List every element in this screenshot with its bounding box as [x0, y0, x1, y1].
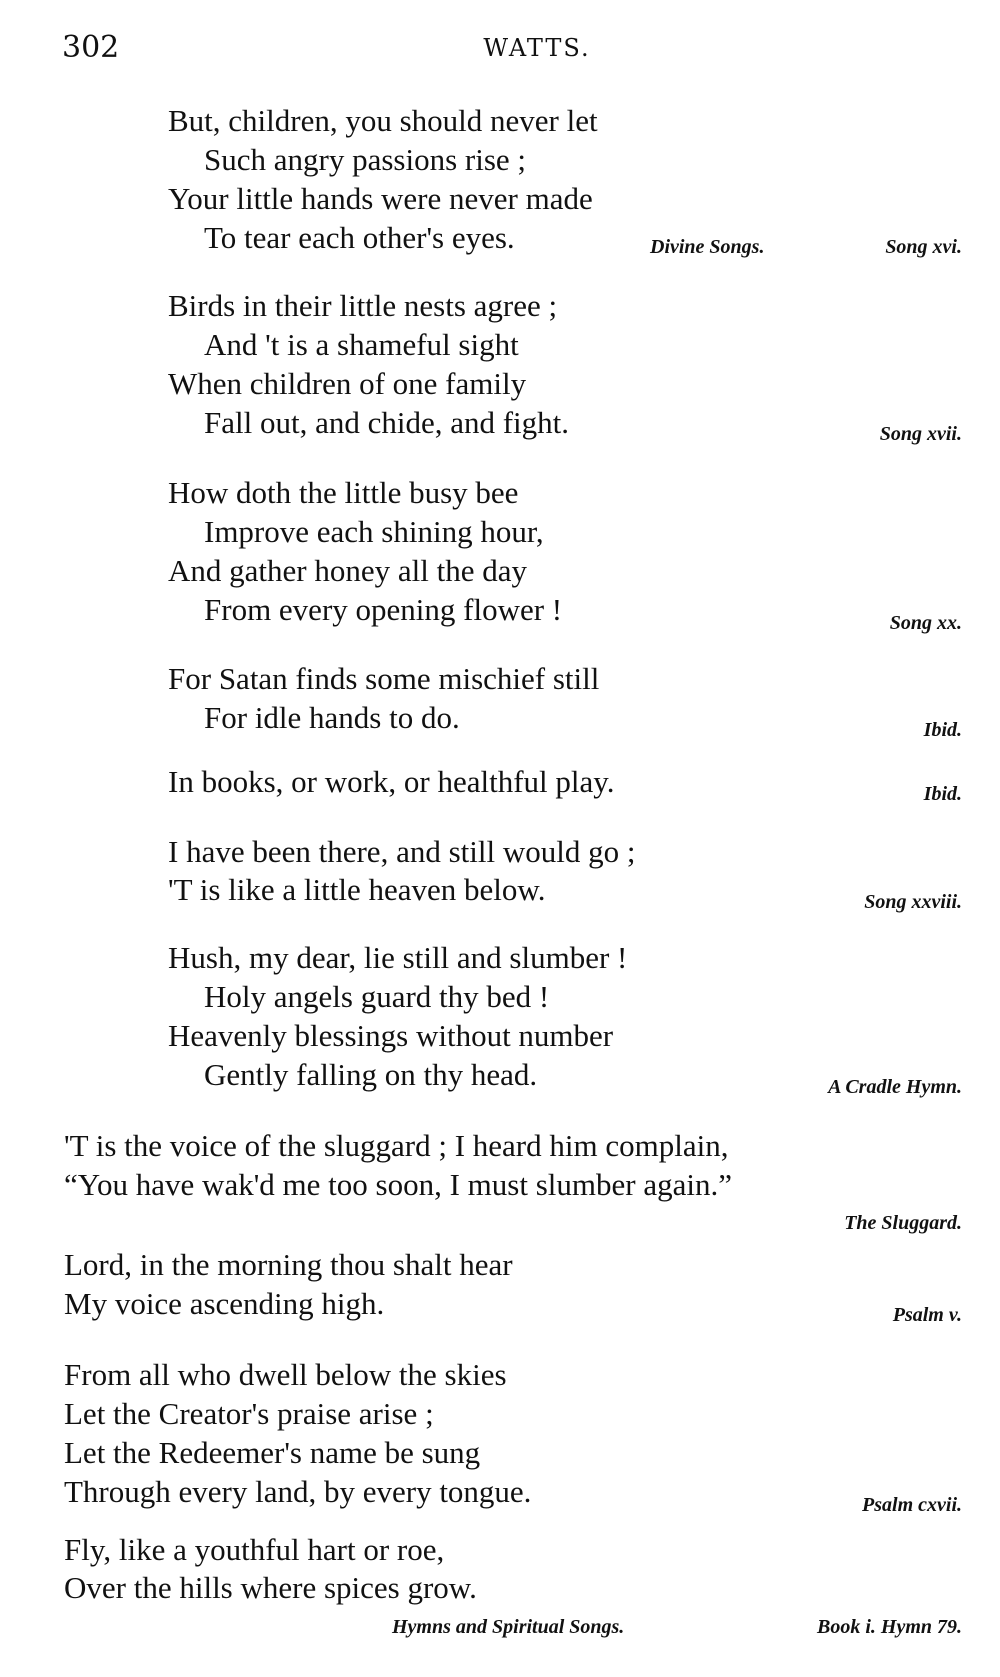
citation: Book i. Hymn 79. — [816, 1616, 962, 1638]
verse-line: Improve each shining hour, — [204, 514, 544, 549]
verse-line: Your little hands were never made — [168, 181, 593, 216]
verse-line: Let the Creator's praise arise ; — [64, 1396, 434, 1431]
citation: The Sluggard. — [844, 1212, 962, 1234]
running-head: WATTS. — [483, 34, 591, 62]
verse-line: Heavenly blessings without number — [168, 1018, 614, 1053]
verse-line: But, children, you should never let — [168, 103, 598, 138]
verse-line: Over the hills where spices grow. — [64, 1570, 477, 1605]
verse-line: And gather honey all the day — [168, 553, 527, 588]
verse-line: To tear each other's eyes. — [204, 220, 515, 255]
verse-line: Fly, like a youthful hart or roe, — [64, 1532, 445, 1567]
verse-line: For Satan finds some mischief still — [168, 661, 600, 696]
citation: Ibid. — [923, 719, 962, 741]
citation: Psalm cxvii. — [862, 1494, 962, 1516]
verse-line: Gently falling on thy head. — [204, 1057, 538, 1092]
citation: Psalm v. — [892, 1304, 962, 1326]
page-number: 302 — [62, 30, 120, 65]
verse-line: How doth the little busy bee — [168, 475, 519, 510]
citation: Hymns and Spiritual Songs. — [392, 1616, 625, 1638]
verse-line: Lord, in the morning thou shalt hear — [64, 1247, 513, 1282]
verse-line: And 't is a shameful sight — [204, 327, 519, 362]
verse-line: 'T is like a little heaven below. — [168, 872, 546, 907]
verse-line: From every opening flower ! — [204, 592, 563, 627]
citation: Song xvi. — [885, 236, 962, 258]
citation: Divine Songs. — [650, 236, 765, 258]
verse-line: Fall out, and chide, and fight. — [204, 405, 570, 440]
citation: Ibid. — [923, 783, 962, 805]
citation: Song xxviii. — [864, 891, 962, 913]
verse-line: Let the Redeemer's name be sung — [64, 1435, 481, 1470]
verse-line: Through every land, by every tongue. — [64, 1474, 532, 1509]
verse-line: In books, or work, or healthful play. — [168, 764, 615, 799]
citation: Song xx. — [889, 612, 962, 634]
verse-line: From all who dwell below the skies — [64, 1357, 507, 1392]
citation: Song xvii. — [879, 423, 962, 445]
verse-line: I have been there, and still would go ; — [168, 834, 636, 869]
verse-line: 'T is the voice of the sluggard ; I heard him complain, — [64, 1128, 729, 1163]
verse-line: Such angry passions rise ; — [204, 142, 527, 177]
verse-line: Hush, my dear, lie still and slumber ! — [168, 940, 628, 975]
verse-line: For idle hands to do. — [204, 700, 460, 735]
verse-line: “You have wak'd me too soon, I must slumber again.” — [64, 1167, 732, 1202]
citation: A Cradle Hymn. — [828, 1076, 962, 1098]
page-header — [62, 30, 962, 74]
verse-line: Holy angels guard thy bed ! — [204, 979, 550, 1014]
verse-line: My voice ascending high. — [64, 1286, 385, 1321]
verse-line: Birds in their little nests agree ; — [168, 288, 558, 323]
verse-line: When children of one family — [168, 366, 527, 401]
